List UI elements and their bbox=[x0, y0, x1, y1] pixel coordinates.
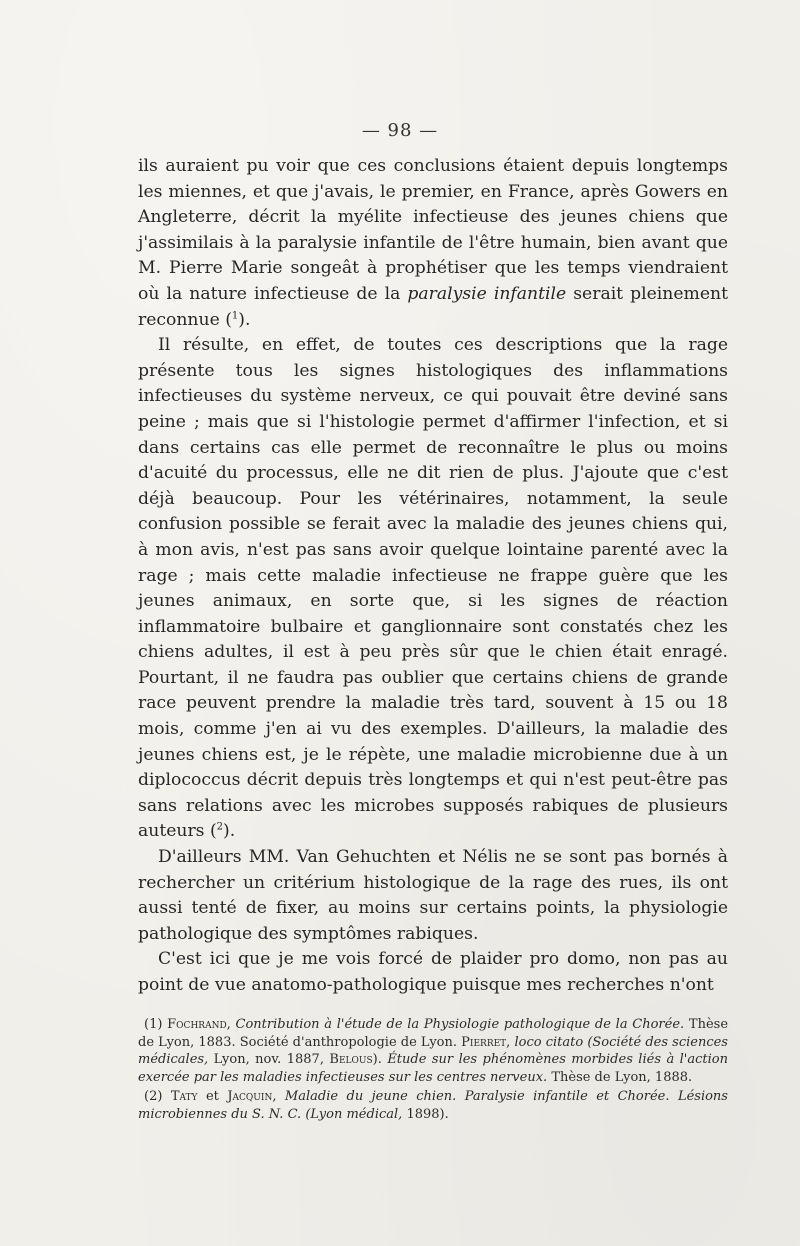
footnote-ref-2: 2 bbox=[216, 821, 224, 833]
footnote-1-society: (Société des sciences médicales, bbox=[138, 1034, 728, 1067]
paragraph-2 bbox=[138, 333, 728, 845]
paragraph-3: D'ailleurs MM. Van Gehuchten et Nélis ne se sont pas bornés à rechercher un critérium histologique de la rage des rues, ils ont aussi tenté de fixer, au moins sur certains points, la physiologie pathologique des symptômes rabiques. bbox=[138, 847, 728, 944]
paragraph-2-text: Il résulte, en effet, de toutes ces descriptions que la rage présente tous les signes histologiques des inflammations infectieuses du système nerveux, ce qui pouvait être deviné sans peine ; mais que si l'histologie permet d'affirmer l'infection, et si dans certains cas elle permet de reconnaître le plus ou moins d'acuité du processus, elle ne dit rien de plus. J'ajoute que c'est déjà beaucoup. Pour les vétérinaires, notamment, la seule confusion possible se ferait avec la maladie des jeunes chiens qui, à mon avis, n'est pas sans avoir quelque lointaine parenté avec la rage ; mais cette maladie infectieuse ne frappe guère que les jeunes animaux, en sorte que, si les signes de réaction inflammatoire bulbaire et ganglionnaire sont constatés chez les chiens adultes, il est à peu près sûr que le chien était enragé. Pourtant, il ne faudra pas oublier que certains chiens de grande race peuvent prendre la maladie très tard, souvent à 15 ou 18 mois, comme j'en ai vu des exemples. D'ailleurs, la maladie des jeunes chiens est, je le répète, une maladie microbienne due à un diplococcus décrit depuis très longtemps et qui n'est peut-être pas sans relations avec les microbes supposés rabiques de plusieurs auteurs ( bbox=[138, 335, 728, 842]
footnote-1-title: Contribution à l'étude de la Physiologie pathologique de la Chorée. bbox=[235, 1017, 685, 1032]
paragraph-2-end: ). bbox=[223, 821, 236, 842]
footnote-2-title-2: Paralysie infantile et Chorée. Lésions microbiennes du S. N. C. bbox=[138, 1089, 728, 1122]
footnote-2-marker: (2) bbox=[144, 1089, 163, 1104]
footnote-1-thesis-2: Thèse de Lyon, 1888. bbox=[551, 1069, 693, 1085]
footnote-2-and: et bbox=[205, 1089, 219, 1104]
footnote-2-year: 1898). bbox=[406, 1106, 449, 1122]
paragraph-1-text-b: serait pleinement reconnue ( bbox=[138, 283, 728, 330]
footnote-2-journal: (Lyon médical, bbox=[305, 1106, 403, 1122]
footnote-1 bbox=[138, 1016, 728, 1086]
footnote-2-author: Taty bbox=[170, 1089, 198, 1104]
footnote-1-loco: loco citato bbox=[514, 1034, 584, 1050]
paragraph-1-text-c: ). bbox=[238, 309, 251, 330]
footnote-1-thesis: Thèse de Lyon, 1883. Société d'anthropologie de Lyon. bbox=[138, 1017, 729, 1050]
footnote-1-date: Lyon, nov. 1887, bbox=[213, 1052, 324, 1067]
paragraph-4: C'est ici que je me vois forcé de plaider pro domo, non pas au point de vue anatomo-pathologique puisque mes recherches n'ont bbox=[138, 949, 728, 995]
footnote-2 bbox=[138, 1088, 728, 1123]
footnote-ref-1: 1 bbox=[231, 309, 239, 321]
footnote-2-title: Maladie du jeune chien. bbox=[284, 1089, 457, 1104]
footnote-1-marker: (1) bbox=[144, 1017, 163, 1032]
footnote-1-author-2: Pierret, bbox=[461, 1034, 511, 1050]
footnote-1-author-3: Belous). bbox=[329, 1052, 382, 1067]
paralysie-infantile-emphasis: paralysie infantile bbox=[407, 283, 567, 304]
page-number: — 98 — bbox=[361, 120, 439, 141]
footnote-2-author-2: Jacquin, bbox=[227, 1089, 277, 1104]
footnote-1-author: Fochrand, bbox=[167, 1017, 231, 1032]
main-text bbox=[138, 154, 728, 999]
paragraph-1-text-a: ils auraient pu voir que ces conclusions étaient depuis longtemps les miennes, et que j'avais, le premier, en France, après Gowers en Angleterre, décrit la myélite infectieuse des jeunes chiens que j'assimilais à la paralysie infantile de l'être humain, bien avant que M. Pierre Marie songeât à prophétiser que les temps viendraient où la nature infectieuse de la bbox=[138, 156, 728, 304]
footnote-1-title-2: Étude sur les phénomènes morbides liés à l'action exercée par les maladies infectieuses sur les centres nerveux. bbox=[138, 1052, 728, 1085]
paragraph-1 bbox=[138, 154, 728, 333]
footnotes bbox=[138, 1016, 728, 1125]
